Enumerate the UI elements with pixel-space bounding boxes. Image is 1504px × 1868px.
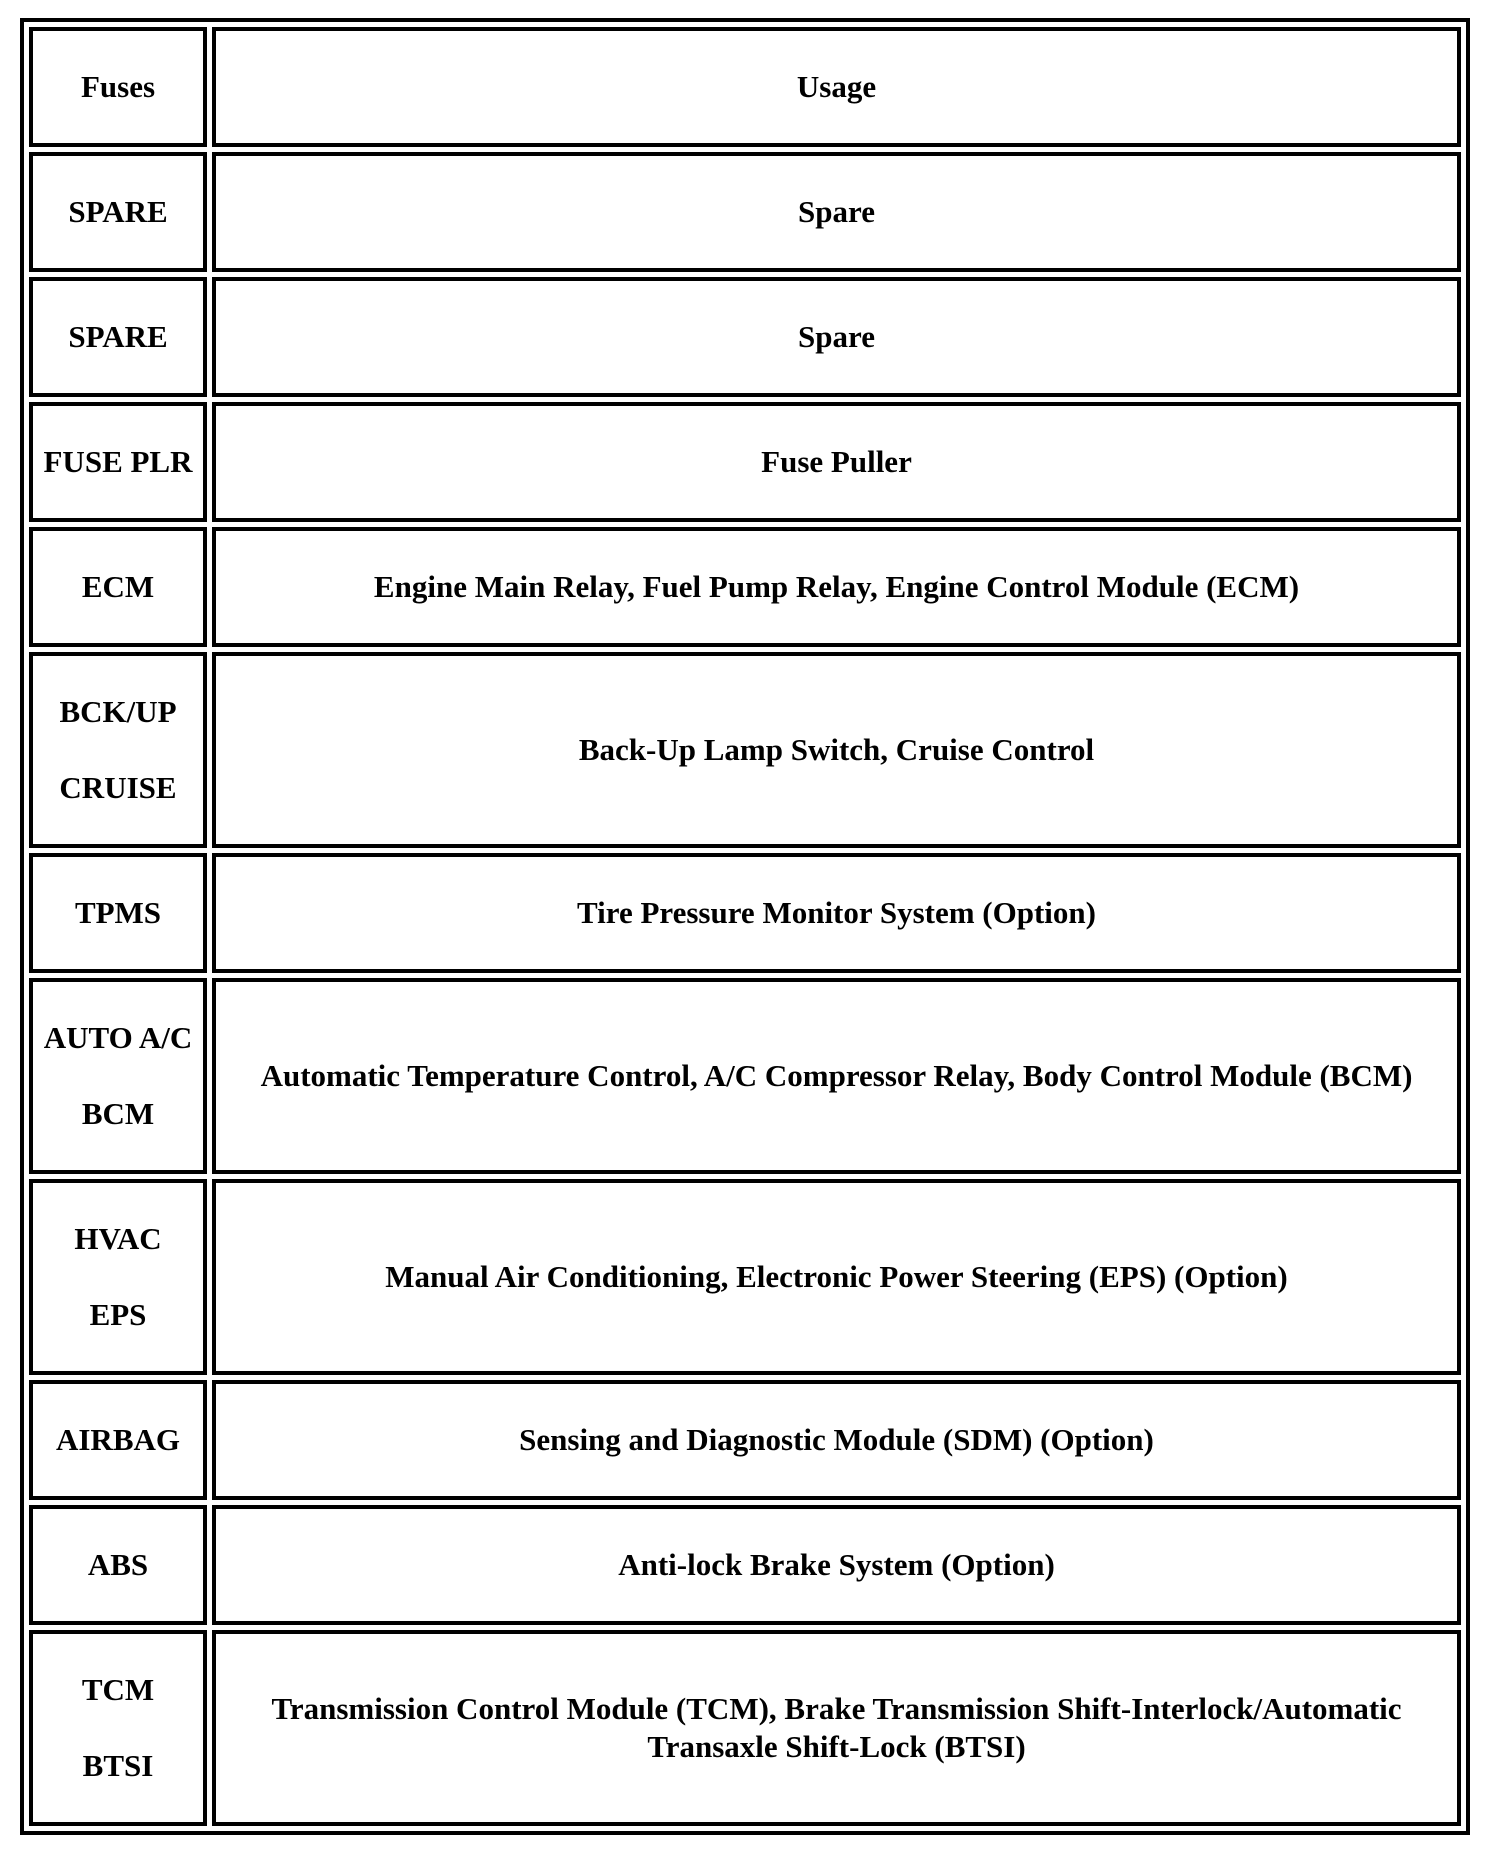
fuse-cell [29, 277, 207, 397]
header-fuses: Fuses [29, 27, 207, 147]
fuse-cell [29, 527, 207, 647]
table-row [29, 152, 1461, 272]
fuse-label: BCM [81, 1096, 155, 1131]
fuse-label: TPMS [74, 895, 162, 930]
table-row [29, 402, 1461, 522]
fuse-cell [29, 1380, 207, 1500]
fuse-label: EPS [89, 1297, 147, 1332]
table-row [29, 978, 1461, 1174]
fuse-label: CRUISE [59, 770, 177, 805]
fuse-cell [29, 402, 207, 522]
table-row [29, 853, 1461, 973]
fuse-cell [29, 1505, 207, 1625]
fuse-label: BTSI [82, 1748, 154, 1783]
fuse-label: FUSE PLR [43, 444, 193, 479]
fuse-usage-table [20, 18, 1470, 1835]
fuse-cell [29, 152, 207, 272]
fuse-label: BCK/UP [59, 694, 177, 729]
usage-cell: Back-Up Lamp Switch, Cruise Control [212, 652, 1461, 848]
usage-cell: Spare [212, 277, 1461, 397]
fuse-cell [29, 652, 207, 848]
table-row [29, 1380, 1461, 1500]
fuse-label: AIRBAG [55, 1422, 180, 1457]
fuse-label: SPARE [68, 194, 168, 229]
usage-cell: Automatic Temperature Control, A/C Compressor Relay, Body Control Module (BCM) [212, 978, 1461, 1174]
fuse-cell [29, 1630, 207, 1826]
usage-cell: Transmission Control Module (TCM), Brake Transmission Shift-Interlock/Automatic Transaxle Shift-Lock (BTSI) [212, 1630, 1461, 1826]
fuse-cell [29, 853, 207, 973]
table-row [29, 277, 1461, 397]
fuse-label: ABS [87, 1547, 149, 1582]
table-row [29, 1179, 1461, 1375]
table-row [29, 1505, 1461, 1625]
usage-cell: Sensing and Diagnostic Module (SDM) (Option) [212, 1380, 1461, 1500]
fuse-label: HVAC [74, 1221, 162, 1256]
fuse-label: AUTO A/C [43, 1020, 193, 1055]
fuse-label: ECM [81, 569, 155, 604]
usage-cell: Anti-lock Brake System (Option) [212, 1505, 1461, 1625]
usage-cell: Tire Pressure Monitor System (Option) [212, 853, 1461, 973]
usage-cell: Spare [212, 152, 1461, 272]
fuse-cell [29, 1179, 207, 1375]
header-usage: Usage [212, 27, 1461, 147]
usage-cell: Fuse Puller [212, 402, 1461, 522]
table-row [29, 1630, 1461, 1826]
table-body [29, 27, 1461, 1826]
usage-cell: Manual Air Conditioning, Electronic Power Steering (EPS) (Option) [212, 1179, 1461, 1375]
table-row [29, 652, 1461, 848]
fuse-label: TCM [81, 1672, 155, 1707]
table-header-row [29, 27, 1461, 147]
fuse-cell [29, 978, 207, 1174]
table-row [29, 527, 1461, 647]
fuse-label: SPARE [68, 319, 168, 354]
usage-cell: Engine Main Relay, Fuel Pump Relay, Engine Control Module (ECM) [212, 527, 1461, 647]
